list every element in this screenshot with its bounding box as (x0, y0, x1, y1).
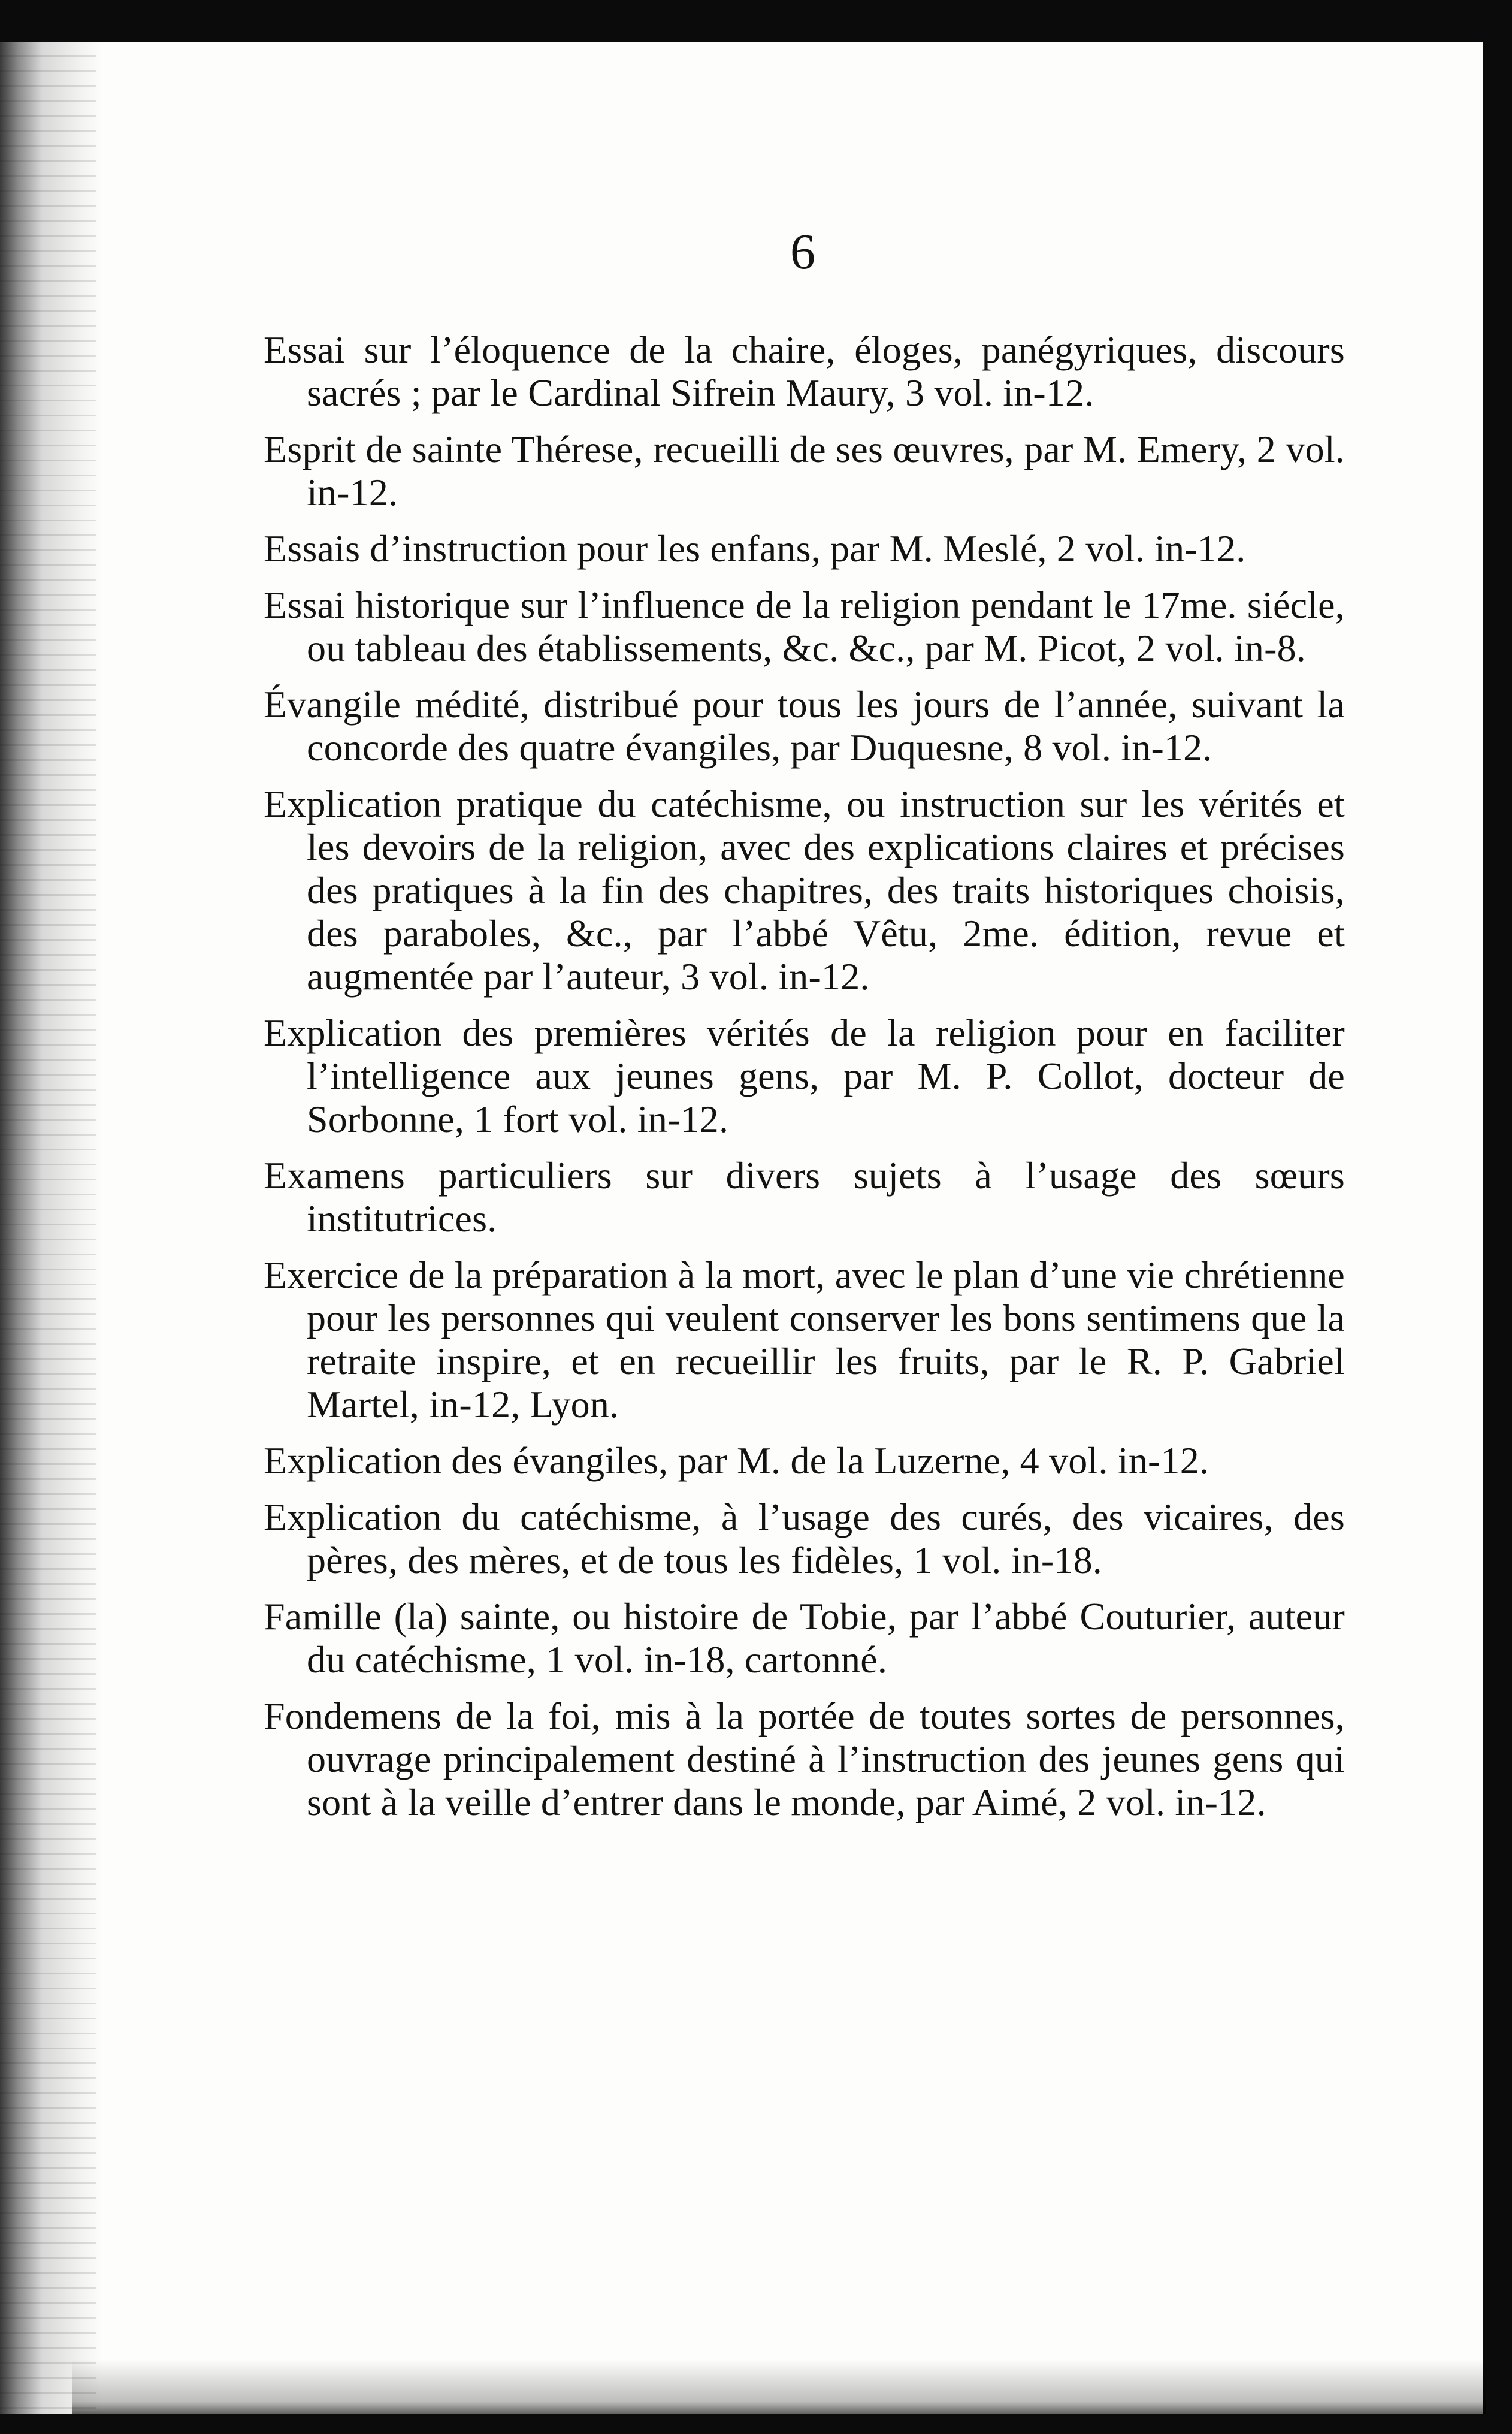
scan-border-bottom (0, 2414, 1512, 2434)
catalogue-entry: Explication des premières vérités de la religion pour en faciliter l’intelligence aux jeunes gens, par M. P. Collot, docteur de Sorbonne, 1 fort vol. in-12. (264, 1011, 1345, 1140)
catalogue-entries (264, 328, 1345, 1837)
catalogue-entry: Essai sur l’éloquence de la chaire, éloges, panégyriques, discours sacrés ; par le Cardinal Sifrein Maury, 3 vol. in-12. (264, 328, 1345, 414)
catalogue-entry: Explication du catéchisme, à l’usage des curés, des vicaires, des pères, des mères, et de tous les fidèles, 1 vol. in-18. (264, 1496, 1345, 1581)
page-edge-texture (0, 42, 96, 2415)
catalogue-entry: Évangile médité, distribué pour tous les jours de l’année, suivant la concorde des quatre évangiles, par Duquesne, 8 vol. in-12. (264, 683, 1345, 769)
catalogue-entry: Esprit de sainte Thérese, recueilli de ses œuvres, par M. Emery, 2 vol. in-12. (264, 428, 1345, 514)
page-bottom-shadow (72, 2360, 1486, 2414)
scan-border-top (0, 0, 1512, 42)
catalogue-entry: Essai historique sur l’influence de la religion pendant le 17me. siécle, ou tableau des établissements, &c. &c., par M. Picot, 2 vol. in-8. (264, 584, 1345, 669)
catalogue-entry: Essais d’instruction pour les enfans, par M. Meslé, 2 vol. in-12. (264, 527, 1246, 570)
catalogue-entry: Examens particuliers sur divers sujets à l’usage des sœurs institutrices. (264, 1154, 1345, 1240)
catalogue-entry: Fondemens de la foi, mis à la portée de toutes sortes de personnes, ouvrage principalement destiné à l’instruction des jeunes gens qui sont à la veille d’entrer dans le monde, par Aimé, 2 vol. in-12. (264, 1695, 1345, 1823)
catalogue-entry: Exercice de la préparation à la mort, avec le plan d’une vie chrétienne pour les personnes qui veulent conserver les bons sentimens que la retraite inspire, et en recueillir les fruits, par le R. P. Gabriel Martel, in-12, Lyon. (264, 1254, 1345, 1426)
catalogue-entry: Famille (la) sainte, ou histoire de Tobie, par l’abbé Couturier, auteur du catéchisme, 1 vol. in-18, cartonné. (264, 1595, 1345, 1681)
scan-border-right (1483, 0, 1512, 2434)
catalogue-entry: Explication des évangiles, par M. de la Luzerne, 4 vol. in-12. (264, 1439, 1209, 1482)
page-number: 6 (790, 224, 815, 280)
catalogue-entry: Explication pratique du catéchisme, ou instruction sur les vérités et les devoirs de la religion, avec des explications claires et précises des pratiques à la fin des chapitres, des traits historiques choisis, des paraboles, &c., par l’abbé Vêtu, 2me. édition, revue et augmentée par l’auteur, 3 vol. in-12. (264, 783, 1345, 998)
